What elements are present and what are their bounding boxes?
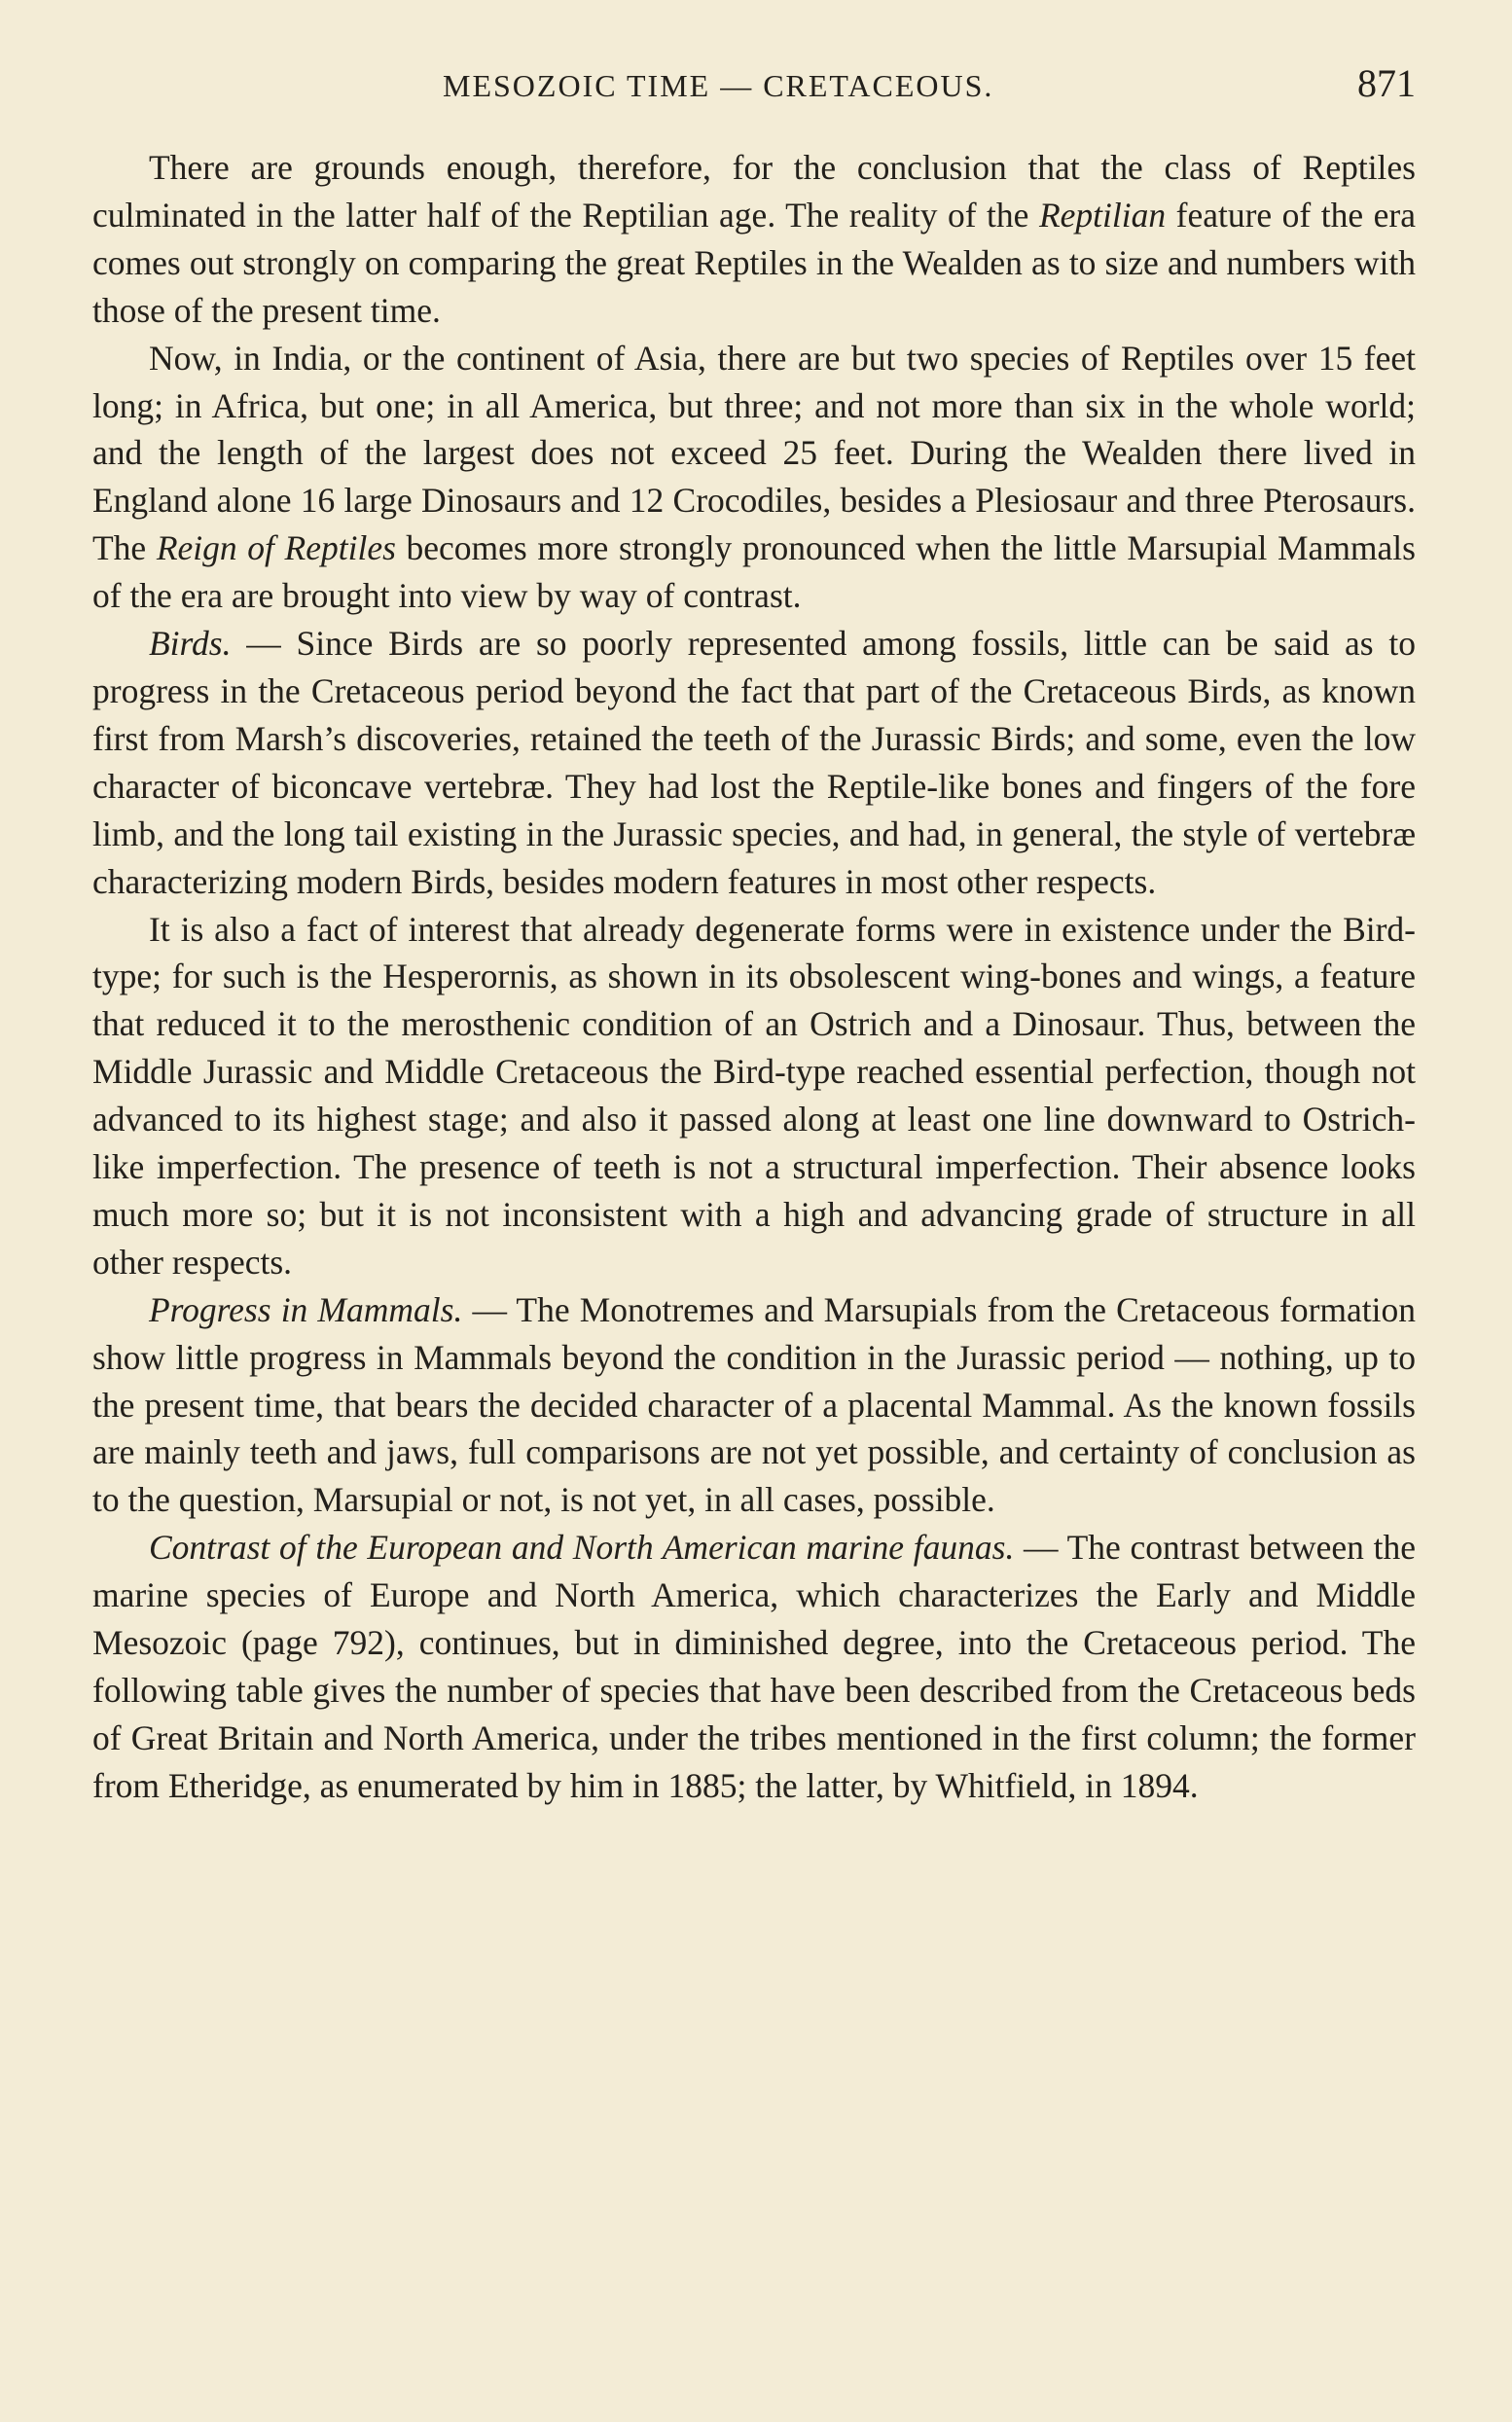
section-heading-marine-faunas: Contrast of the European and North American marine faunas. bbox=[149, 1528, 1015, 1568]
page-number: 871 bbox=[1357, 61, 1416, 105]
paragraph-text: feature of the era comes out strongly on comparing the great Reptiles in the Wealden as to size and numbers with those of the present time. bbox=[92, 195, 1416, 330]
paragraph-reptiles-culmination bbox=[92, 144, 1416, 335]
paragraph-mammals bbox=[92, 1286, 1416, 1525]
running-title: MESOZOIC TIME — CRETACEOUS. bbox=[443, 68, 994, 103]
running-head bbox=[92, 58, 1416, 117]
emphasis-reign-of-reptiles: Reign of Reptiles bbox=[156, 528, 396, 568]
paragraph-reptile-sizes bbox=[92, 335, 1416, 620]
paragraph-text: — Since Birds are so poorly represented among fossils, little can be said as to progress in the Cretaceous period beyond the fact that part of the Cretaceous Birds, as known first from Marsh’s discoveries, retained the teeth of the Jurassic Birds; and some, even the low character of biconcave vertebræ. They had lost the Reptile-like bones and fingers of the fore limb, and the long tail existing in the Jurassic species, and had, in general, the style of vertebræ characterizing modern Birds, besides modern features in most other respects. bbox=[92, 624, 1416, 901]
paragraph-text: — The contrast between the marine species of Europe and North America, which characterizes the Early and Middle Mesozoic (page 792), continues, but in diminished degree, into the Cretaceous period. The following table gives the number of species that have been described from the Cretaceous beds of Great Britain and North America, under the tribes mentioned in the first column; the former from Etheridge, as enumerated by him in 1885; the latter, by Whitfield, in 1894. bbox=[92, 1528, 1416, 1805]
paragraph-text: — The Monotremes and Marsupials from the Cretaceous formation show little progress in Mammals beyond the condition in the Jurassic period — nothing, up to the present time, that bears the decided character of a placental Mammal. As the known fossils are mainly teeth and jaws, full comparisons are not yet possible, and certainty of conclusion as to the question, Marsupial or not, is not yet, in all cases, possible. bbox=[92, 1289, 1416, 1520]
paragraph-birds bbox=[92, 620, 1416, 905]
book-page bbox=[92, 58, 1416, 1810]
emphasis-reptilian: Reptilian bbox=[1038, 195, 1167, 235]
paragraph-degenerate-forms bbox=[92, 906, 1416, 1286]
paragraph-text: There are grounds enough, therefore, for the conclusion that the class of Reptiles culminated in the latter half of the Reptilian age. The reality of the bbox=[92, 148, 1416, 235]
paragraph-text: It is also a fact of interest that already degenerate forms were in existence under the Bird-type; for such is the Hesperornis, as shown in its obsolescent wing-bones and wings, a feature that reduced it to the merosthenic condition of an Ostrich and a Dinosaur. Thus, between the Middle Jurassic and Middle Cretaceous the Bird-type reached essential perfection, though not advanced to its highest stage; and also it passed along at least one line downward to Ostrich-like imperfection. The presence of teeth is not a structural imperfection. Their absence looks much more so; but it is not inconsistent with a high and advancing grade of structure in all other respects. bbox=[92, 909, 1416, 1282]
body-text bbox=[92, 144, 1416, 1810]
paragraph-marine-faunas bbox=[92, 1524, 1416, 1809]
paragraph-text: becomes more strongly pronounced when the little Marsupial Mammals of the era are brought into view by way of contrast. bbox=[92, 528, 1416, 616]
section-heading-mammals: Progress in Mammals. bbox=[149, 1289, 463, 1329]
paragraph-text: Now, in India, or the continent of Asia, there are but two species of Reptiles over 15 feet long; in Africa, but one; in all America, but three; and not more than six in the whole world; and the length of the largest does not exceed 25 feet. During the Wealden there lived in England alone 16 large Dinosaurs and 12 Crocodiles, besides a Plesiosaur and three Pterosaurs. The bbox=[92, 338, 1416, 568]
section-heading-birds: Birds. bbox=[149, 624, 232, 664]
